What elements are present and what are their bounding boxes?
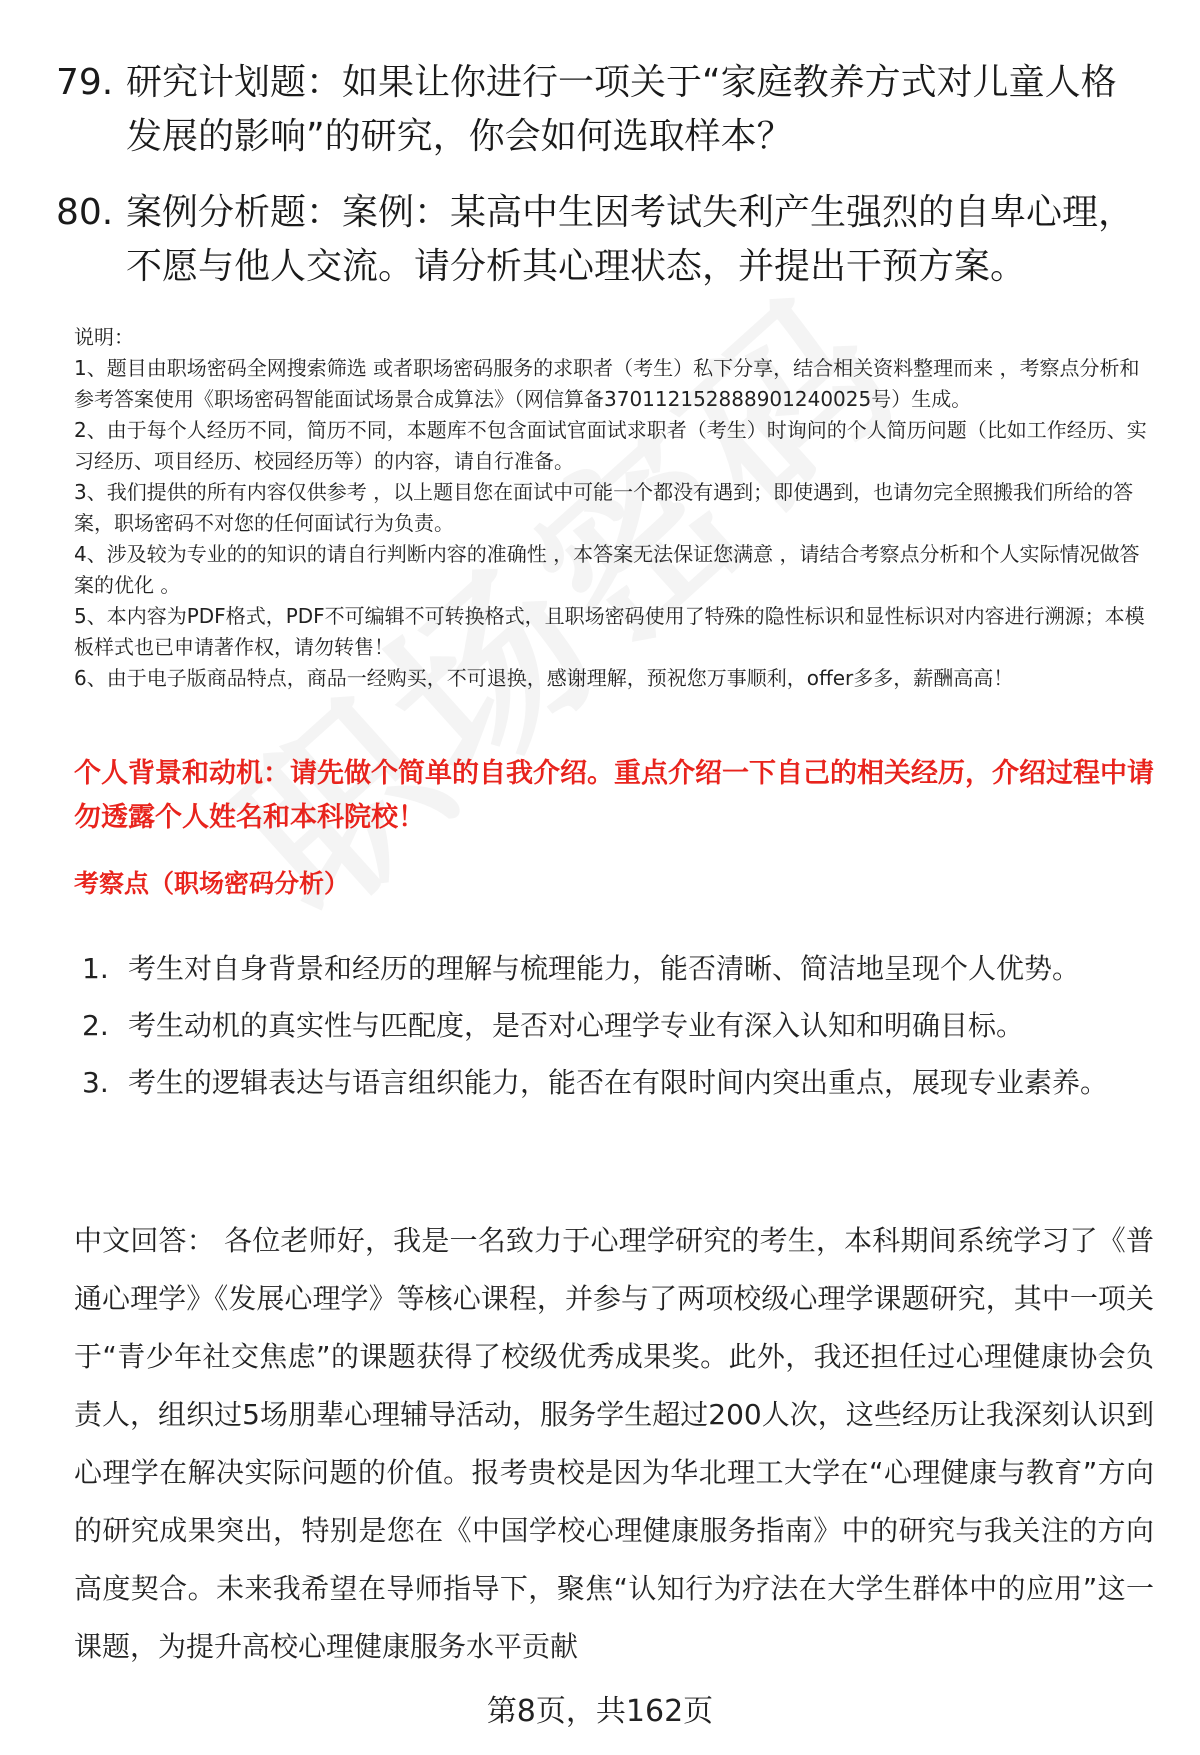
note-item: 2、由于每个人经历不同，简历不同，本题库不包含面试官面试求职者（考生）时询问的个人简历问题（比如工作经历、实习经历、项目经历、校园经历等）的内容，请自行准备。 xyxy=(74,418,1147,473)
note-item: 4、涉及较为专业的的知识的请自行判断内容的准确性 ，本答案无法保证您满意 ，请结合考察点分析和个人实际情况做答案的优化 。 xyxy=(74,542,1140,597)
point-number: 2. xyxy=(82,1009,109,1042)
point-number: 1. xyxy=(82,952,109,985)
page-number: 第8页，共162页 xyxy=(486,1694,714,1729)
question-text: 案例分析题：案例：某高中生因考试失利产生强烈的自卑心理，不愿与他人交流。请分析其心理状态，并提出干预方案。 xyxy=(126,192,1135,287)
analysis-points xyxy=(82,940,1152,1111)
list-item xyxy=(82,940,1152,997)
analysis-title: 考察点（职场密码分析） xyxy=(74,869,350,898)
disclaimer-notes xyxy=(74,322,1154,694)
answer-paragraph xyxy=(74,1212,1154,1676)
answer-label: 中文回答： xyxy=(74,1224,215,1257)
question-text: 研究计划题：如果让你进行一项关于“家庭教养方式对儿童人格发展的影响”的研究，你会如何选取样本？ xyxy=(126,62,1117,157)
question-heading: 个人背景和动机：请先做个简单的自我介绍。重点介绍一下自己的相关经历，介绍过程中请勿透露个人姓名和本科院校！ xyxy=(74,758,1154,833)
list-item xyxy=(82,1054,1152,1111)
note-item: 5、本内容为PDF格式，PDF不可编辑不可转换格式，且职场密码使用了特殊的隐性标识和显性标识对内容进行溯源；本模板样式也已申请著作权，请勿转售！ xyxy=(74,604,1145,659)
question-79 xyxy=(56,56,1146,164)
point-text: 考生动机的真实性与匹配度，是否对心理学专业有深入认知和明确目标。 xyxy=(128,1009,1025,1042)
point-text: 考生对自身背景和经历的理解与梳理能力，能否清晰、简洁地呈现个人优势。 xyxy=(128,952,1081,985)
question-number: 79. xyxy=(56,62,114,103)
answer-text: 各位老师好，我是一名致力于心理学研究的考生，本科期间系统学习了《普通心理学》《发展心理学》等核心课程，并参与了两项校级心理学课题研究，其中一项关于“青少年社交焦虑”的课题获得了校级优秀成果奖。此外，我还担任过心理健康协会负责人，组织过5场朋辈心理辅导活动，服务学生超过200人次，这些经历让我深刻认识到心理学在解决实际问题的价值。报考贵校是因为华北理工大学在“心理健康与教育”方向的研究成果突出，特别是您在《中国学校心理健康服务指南》中的研究与我关注的方向高度契合。未来我希望在导师指导下，聚焦“认知行为疗法在大学生群体中的应用”这一课题，为提升高校心理健康服务水平贡献 xyxy=(74,1224,1154,1663)
note-item: 1、题目由职场密码全网搜索筛选 或者职场密码服务的求职者（考生）私下分享，结合相关资料整理而来 ，考察点分析和参考答案使用《职场密码智能面试场景合成算法》（网信算备370112152888901240025号）生成。 xyxy=(74,356,1140,411)
point-number: 3. xyxy=(82,1066,109,1099)
question-number: 80. xyxy=(56,192,114,233)
note-item: 3、我们提供的所有内容仅供参考 ，以上题目您在面试中可能一个都没有遇到；即使遇到，也请勿完全照搬我们所给的答案，职场密码不对您的任何面试行为负责。 xyxy=(74,480,1134,535)
note-item: 6、由于电子版商品特点，商品一经购买，不可退换，感谢理解，预祝您万事顺利，offer多多，薪酬高高！ xyxy=(74,666,1014,690)
list-item xyxy=(82,997,1152,1054)
question-80 xyxy=(56,186,1146,294)
notes-title: 说明： xyxy=(74,325,134,349)
point-text: 考生的逻辑表达与语言组织能力，能否在有限时间内突出重点，展现专业素养。 xyxy=(128,1066,1109,1099)
